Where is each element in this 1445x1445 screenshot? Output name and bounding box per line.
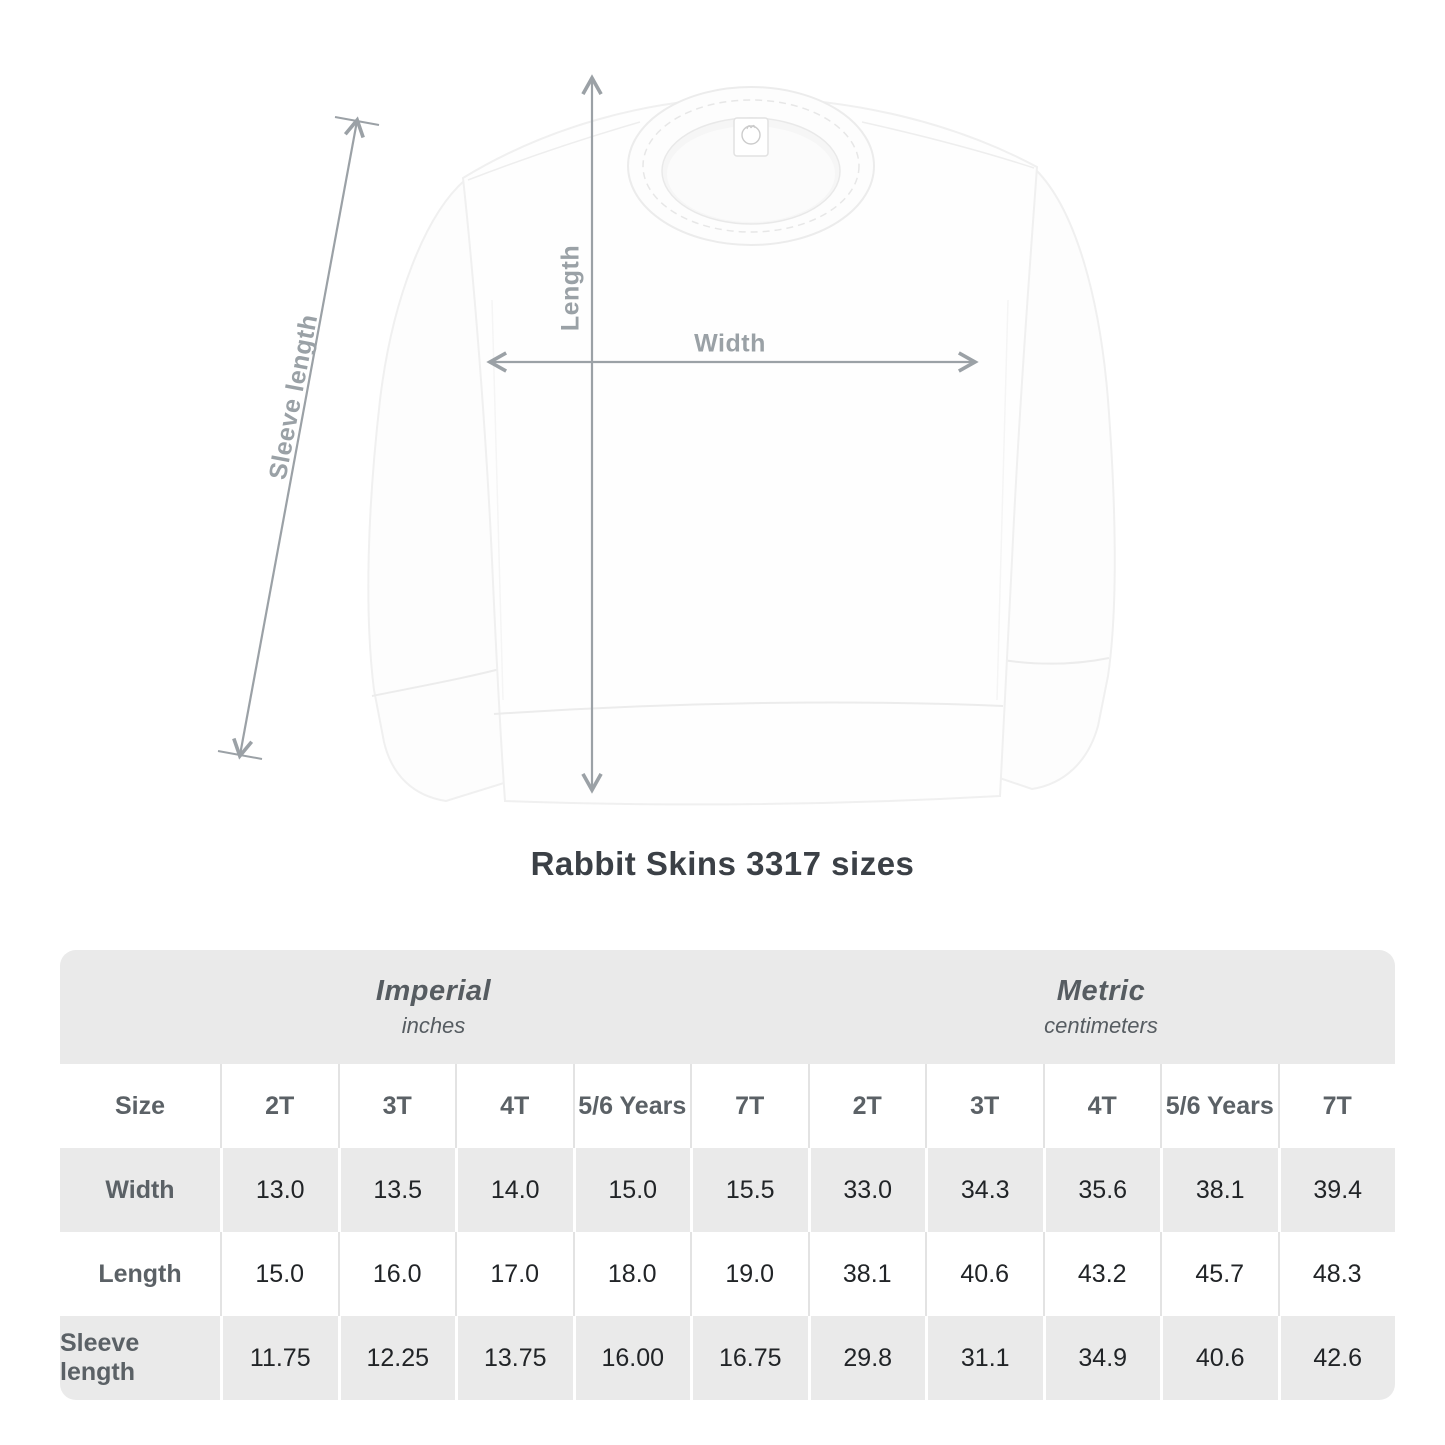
imperial-label: Imperial bbox=[375, 975, 492, 1007]
metric-unit: centimeters bbox=[1044, 1013, 1158, 1038]
measurement-value: 34.3 bbox=[925, 1148, 1043, 1232]
table-row bbox=[60, 1316, 1395, 1400]
sweatshirt bbox=[368, 87, 1114, 804]
size-column-header: 4T bbox=[455, 1064, 573, 1148]
metric-header bbox=[807, 950, 1395, 1064]
measurement-value: 17.0 bbox=[455, 1232, 573, 1316]
imperial-header bbox=[60, 950, 807, 1064]
measurement-value: 18.0 bbox=[573, 1232, 691, 1316]
page-title: Rabbit Skins 3317 sizes bbox=[530, 845, 915, 882]
measurement-value: 42.6 bbox=[1278, 1316, 1396, 1400]
measurement-value: 16.75 bbox=[690, 1316, 808, 1400]
size-column-header: 3T bbox=[925, 1064, 1043, 1148]
measurement-value: 19.0 bbox=[690, 1232, 808, 1316]
measurement-value: 40.6 bbox=[925, 1232, 1043, 1316]
measurement-value: 16.0 bbox=[338, 1232, 456, 1316]
length-label: Length bbox=[556, 244, 585, 332]
measurement-value: 15.0 bbox=[220, 1232, 338, 1316]
measurement-value: 34.9 bbox=[1043, 1316, 1161, 1400]
measurement-value: 16.00 bbox=[573, 1316, 691, 1400]
size-column-header: Size bbox=[114, 1091, 166, 1120]
size-column-header: 5/6 Years bbox=[573, 1064, 691, 1148]
metric-label: Metric bbox=[1056, 975, 1146, 1007]
measurement-value: 15.0 bbox=[573, 1148, 691, 1232]
table-row bbox=[60, 1148, 1395, 1232]
size-column-header: 3T bbox=[338, 1064, 456, 1148]
measurement-value: 15.5 bbox=[690, 1148, 808, 1232]
unit-header-band bbox=[60, 950, 1395, 1064]
size-column-header: 2T bbox=[808, 1064, 926, 1148]
measurement-value: 45.7 bbox=[1160, 1232, 1278, 1316]
measurement-value: 14.0 bbox=[455, 1148, 573, 1232]
width-label: Width bbox=[694, 329, 766, 358]
size-column-header: 5/6 Years bbox=[1160, 1064, 1278, 1148]
size-table bbox=[60, 950, 1395, 1400]
measurement-value: 12.25 bbox=[338, 1316, 456, 1400]
sleeve-length-label: Sleeve length bbox=[263, 311, 324, 482]
size-column-header: 4T bbox=[1043, 1064, 1161, 1148]
measurement-value: 40.6 bbox=[1160, 1316, 1278, 1400]
measurement-value: 13.75 bbox=[455, 1316, 573, 1400]
imperial-unit: inches bbox=[401, 1013, 466, 1038]
measurement-value: 13.5 bbox=[338, 1148, 456, 1232]
measurement-value: 48.3 bbox=[1278, 1232, 1396, 1316]
measurement-value: 43.2 bbox=[1043, 1232, 1161, 1316]
size-column-header: 2T bbox=[220, 1064, 338, 1148]
measurement-value: 11.75 bbox=[220, 1316, 338, 1400]
size-column-header: 7T bbox=[1278, 1064, 1396, 1148]
size-column-header: 7T bbox=[690, 1064, 808, 1148]
measurement-value: 33.0 bbox=[808, 1148, 926, 1232]
measurement-value: 38.1 bbox=[808, 1232, 926, 1316]
table-row bbox=[60, 1232, 1395, 1316]
measurement-value: 35.6 bbox=[1043, 1148, 1161, 1232]
row-label: Sleeve length bbox=[60, 1329, 140, 1386]
measurement-value: 29.8 bbox=[808, 1316, 926, 1400]
measurement-value: 38.1 bbox=[1160, 1148, 1278, 1232]
measurement-value: 31.1 bbox=[925, 1316, 1043, 1400]
table-header-row bbox=[60, 1064, 1395, 1148]
row-label: Length bbox=[98, 1259, 182, 1288]
measurement-value: 13.0 bbox=[220, 1148, 338, 1232]
row-label: Width bbox=[105, 1175, 175, 1204]
measurement-value: 39.4 bbox=[1278, 1148, 1396, 1232]
brand-tag bbox=[734, 118, 768, 156]
